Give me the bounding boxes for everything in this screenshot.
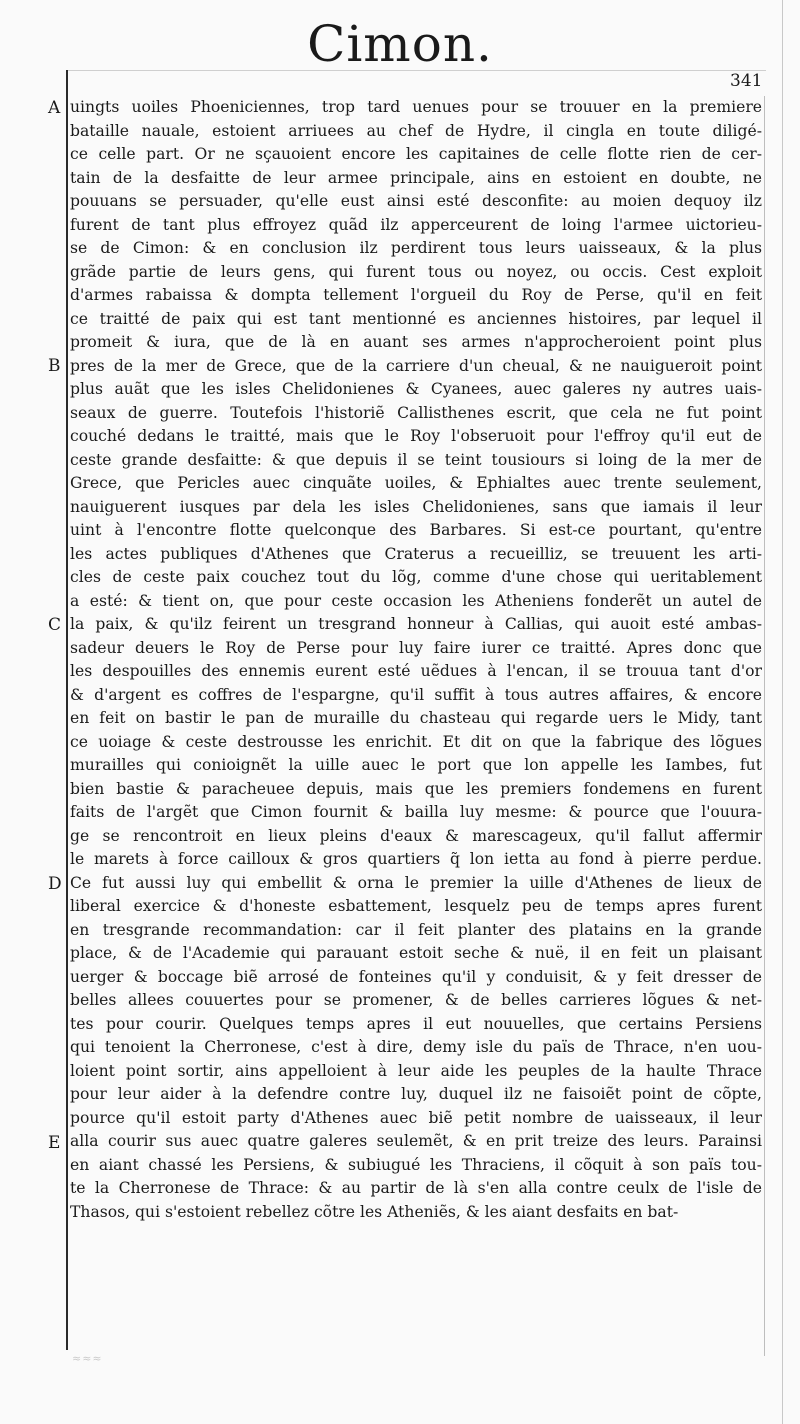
text-line: faits de l'argẽt que Cimon fournit & bailla luy mesme: & pource que l'ouura- bbox=[70, 803, 762, 821]
text-line: tain de la desfaitte de leur armee principale, ains en estoient en doubte, ne bbox=[70, 168, 762, 187]
text-line: sadeur deuers le Roy de Perse pour luy faire iurer ce traitté. Apres donc que bbox=[70, 638, 762, 657]
text-line: & d'argent es coffres de l'espargne, qu'il suffit à tous autres affaires, & encore bbox=[70, 685, 762, 704]
text-line: a esté: & tient on, que pour ceste occasion les Atheniens fonderẽt un autel de bbox=[70, 591, 762, 610]
text-line: la paix, & qu'ilz feirent un tresgrand honneur à Callias, qui auoit esté ambas- bbox=[70, 615, 762, 633]
page-number: 341 bbox=[730, 71, 763, 91]
text-line: d'armes rabaissa & dompta tellement l'orgueil du Roy de Perse, qu'il en feit bbox=[70, 286, 762, 304]
text-line: le marets à force cailloux & gros quartiers q̃ lon ietta au fond à pierre perdue. bbox=[70, 850, 762, 868]
text-line: ge se rencontroit en lieux pleins d'eaux & marescageux, qu'il fallut affermir bbox=[70, 826, 762, 845]
frame-rule-right bbox=[764, 96, 765, 1356]
text-line: grãde partie de leurs gens, qui furent tous ou noyez, ou occis. Cest exploit bbox=[70, 262, 762, 281]
text-line: en feit on bastir le pan de muraille du chasteau qui regarde uers le Midy, tant bbox=[70, 709, 762, 727]
text-line: qui tenoient la Cherronese, c'est à dire, demy isle du païs de Thrace, n'en uou- bbox=[70, 1038, 762, 1056]
text-line: furent de tant plus effroyez quãd ilz apperceurent de loing l'armee uictorieu- bbox=[70, 215, 762, 234]
text-line: bien bastie & paracheuee depuis, mais que les premiers fondemens en furent bbox=[70, 779, 762, 798]
footer-faded-mark bbox=[72, 1352, 103, 1365]
text-line: uerger & boccage biẽ arrosé de fonteines qu'il y conduisit, & y feit dresser de bbox=[70, 967, 762, 986]
text-line: se de Cimon: & en conclusion ilz perdirent tous leurs uaisseaux, & la plus bbox=[70, 239, 762, 257]
text-line: cles de ceste paix couchez tout du lõg, comme d'une chose qui ueritablement bbox=[70, 568, 762, 586]
text-line: murailles qui conioignẽt la uille auec le port que lon appelle les Iambes, fut bbox=[70, 756, 762, 774]
body-text bbox=[70, 96, 762, 1224]
text-line: en aiant chassé les Persiens, & subiugué les Thraciens, il cõquit à son païs tou- bbox=[70, 1155, 762, 1174]
text-line: liberal exercice & d'honeste esbattement, lesquelz peu de temps apres furent bbox=[70, 897, 762, 915]
text-line: tes pour courir. Quelques temps apres il eut nouuelles, que certains Persiens bbox=[70, 1014, 762, 1033]
text-line: ce celle part. Or ne sçauoient encore les capitaines de celle flotte rien de cer- bbox=[70, 145, 762, 163]
text-line: Thasos, qui s'estoient rebellez cõtre les Atheniẽs, & les aiant desfaits en bat- bbox=[70, 1202, 679, 1221]
text-line: pource qu'il estoit party d'Athenes auec biẽ petit nombre de uaisseaux, il leur bbox=[70, 1108, 762, 1127]
text-line: te la Cherronese de Thrace: & au partir de là s'en alla contre ceulx de l'isle de bbox=[70, 1179, 762, 1197]
text-line: promeit & iura, que de là en auant ses armes n'approcheroient point plus bbox=[70, 333, 762, 351]
text-line: uingts uoiles Phoeniciennes, trop tard uenues pour se trouuer en la premiere bbox=[70, 98, 762, 116]
text-line: couché dedans le traitté, mais que le Roy l'obseruoit pour l'effroy qu'il eut de bbox=[70, 427, 762, 445]
text-line: les actes publiques d'Athenes que Craterus a recueilliz, se treuuent les arti- bbox=[70, 544, 762, 563]
text-line: nauiguerent iusques par dela les isles Chelidonienes, sans que iamais il leur bbox=[70, 497, 762, 516]
text-line: Ce fut aussi luy qui embellit & orna le premier la uille d'Athenes de lieux de bbox=[70, 873, 762, 892]
text-line: ceste grande desfaitte: & que depuis il se teint tousiours si loing de la mer de bbox=[70, 450, 762, 469]
text-line: seaux de guerre. Toutefois l'historiẽ Callisthenes escrit, que cela ne fut point bbox=[70, 403, 762, 422]
text-line: belles allees couuertes pour se promener, & de belles carrieres lõgues & net- bbox=[70, 991, 762, 1009]
text-line: ce uoiage & ceste destrousse les enrichit. Et dit on que la fabrique des lõgues bbox=[70, 732, 762, 751]
text-line: pour leur aider à la defendre contre luy, duquel ilz ne faisoiẽt point de cõpte, bbox=[70, 1085, 762, 1103]
text-line: bataille nauale, estoient arriuees au chef de Hydre, il cingla en toute diligé- bbox=[70, 121, 762, 140]
text-line: alla courir sus auec quatre galeres seulemẽt, & en prit treize des leurs. Parainsi bbox=[70, 1132, 762, 1150]
margin-letter-a: A bbox=[48, 98, 61, 118]
text-line: pres de la mer de Grece, que de la carriere d'un cheual, & ne nauigueroit point bbox=[70, 356, 762, 375]
running-title: Cimon. bbox=[307, 15, 493, 73]
frame-rule-left bbox=[66, 70, 68, 1350]
page-edge bbox=[782, 0, 783, 1424]
text-line: pouuans se persuader, qu'elle eust ainsi esté desconfite: au moien dequoy ilz bbox=[70, 192, 762, 210]
text-line: ce traitté de paix qui est tant mentionné es anciennes histoires, par lequel il bbox=[70, 309, 762, 328]
margin-letter-c: C bbox=[48, 615, 62, 635]
footer-mark-glyph: ≈≈≈ bbox=[72, 1352, 103, 1365]
text-line: Grece, que Pericles auec cinquãte uoiles, & Ephialtes auec trente seulement, bbox=[70, 474, 762, 492]
text-line: uint à l'encontre flotte quelconque des Barbares. Si est-ce pourtant, qu'entre bbox=[70, 521, 762, 539]
margin-letter-b: B bbox=[48, 356, 61, 376]
text-line: en tresgrande recommandation: car il feit planter des platains en la grande bbox=[70, 920, 762, 939]
text-line: plus auãt que les isles Chelidonienes & Cyanees, auec galeres ny autres uais- bbox=[70, 380, 762, 398]
margin-letter-d: D bbox=[48, 874, 62, 894]
text-line: loient point sortir, ains appelloient à leur aide les peuples de la haulte Thrace bbox=[70, 1061, 762, 1080]
text-line: les despouilles des ennemis eurent esté uẽdues à l'encan, il se trouua tant d'or bbox=[70, 662, 762, 680]
text-line: place, & de l'Academie qui parauant estoit seche & nuë, il en feit un plaisant bbox=[70, 944, 762, 962]
margin-letter-e: E bbox=[48, 1133, 61, 1153]
